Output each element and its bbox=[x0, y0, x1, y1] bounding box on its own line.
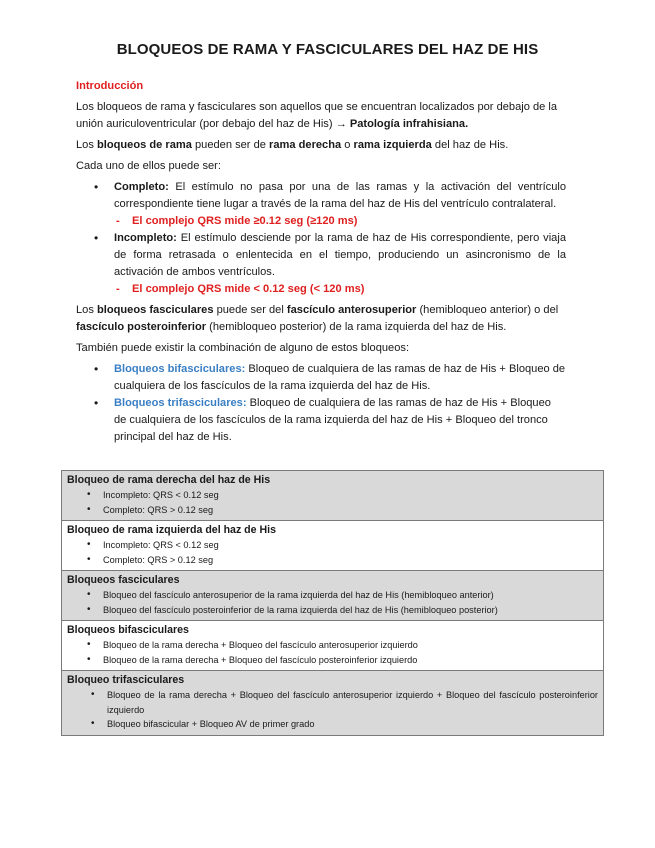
qrs-note-complete: - El complejo QRS mide ≥0.12 seg (≥120 ms) bbox=[76, 213, 566, 230]
table-row bbox=[62, 671, 604, 736]
section-heading-introduccion: Introducción bbox=[76, 80, 144, 92]
list-item: • Completo: El estímulo no pasa por una de las ramas y la activación del ventrículo correspondiente tiene lugar a través de la rama del haz de His del ventrículo contralateral. bbox=[76, 179, 566, 213]
intro-paragraph-1: Los bloqueos de rama y fasciculares son aquellos que se encuentran localizados por debajo de la unión auriculoventricular (por debajo del haz de His) → Patología infrahisiana. bbox=[76, 101, 558, 130]
table-row bbox=[62, 471, 604, 521]
table-row bbox=[62, 571, 604, 621]
intro-paragraph-5: También puede existir la combinación de alguno de estos bloqueos: bbox=[76, 342, 410, 354]
list-item: • Bloqueo de la rama derecha + Bloqueo del fascículo anterosuperior izquierdo + Bloqueo del fascículo posteroinferior izquierdo bbox=[67, 688, 598, 717]
list-item: • Incompleto: QRS < 0.12 seg bbox=[67, 538, 598, 553]
list-item: • Bloqueo bifascicular + Bloqueo AV de primer grado bbox=[67, 717, 598, 732]
combination-list bbox=[76, 361, 566, 446]
page-title: BLOQUEOS DE RAMA Y FASCICULARES DEL HAZ DE HIS bbox=[116, 41, 539, 58]
summary-section-title: Bloqueos bifasciculares bbox=[67, 624, 189, 636]
table-row bbox=[62, 621, 604, 671]
intro-paragraph-4: Los bloqueos fasciculares puede ser del fascículo anterosuperior (hemibloqueo anterior) o del fascículo posteroinferior (hemibloqueo posterior) de la rama izquierda del haz de His. bbox=[76, 304, 559, 333]
summary-table bbox=[61, 470, 604, 736]
list-item: • Completo: QRS > 0.12 seg bbox=[67, 503, 598, 518]
intro-paragraph-2: Los bloqueos de rama pueden ser de rama derecha o rama izquierda del haz de His. bbox=[76, 139, 509, 151]
table-row bbox=[62, 521, 604, 571]
arrow-right-icon: → bbox=[335, 118, 347, 130]
intro-paragraph-3: Cada uno de ellos puede ser: bbox=[76, 160, 221, 172]
summary-section-title: Bloqueo de rama izquierda del haz de His bbox=[67, 524, 276, 536]
block-type-list bbox=[76, 179, 566, 213]
summary-section-title: Bloqueo de rama derecha del haz de His bbox=[67, 474, 271, 486]
list-item: • Incompleto: QRS < 0.12 seg bbox=[67, 488, 598, 503]
qrs-note-incomplete: - El complejo QRS mide < 0.12 seg (< 120 ms) bbox=[76, 281, 566, 298]
list-item: • Bloqueo del fascículo posteroinferior de la rama izquierda del haz de His (hemibloqueo posterior) bbox=[67, 603, 598, 618]
summary-section-title: Bloqueos fasciculares bbox=[67, 574, 180, 586]
list-item: • Bloqueo del fascículo anterosuperior de la rama izquierda del haz de His (hemibloqueo anterior) bbox=[67, 588, 598, 603]
list-item: • Bloqueos bifasciculares: Bloqueo de cualquiera de las ramas de haz de His + Bloqueo de cualquiera de los fascículos de la rama izquierda del haz de His. bbox=[76, 361, 566, 395]
main-content bbox=[76, 78, 566, 446]
list-item: • Bloqueo de la rama derecha + Bloqueo del fascículo posteroinferior izquierdo bbox=[67, 653, 598, 668]
list-item: • Bloqueos trifasciculares: Bloqueo de cualquiera de las ramas de haz de His + Bloqueo de cualquiera de los fascículos de la rama izquierda del haz de His + Bloqueo del tronco principal del haz de His. bbox=[76, 395, 566, 446]
list-item: • Completo: QRS > 0.12 seg bbox=[67, 553, 598, 568]
summary-section-title: Bloqueo trifasciculares bbox=[67, 674, 185, 686]
list-item: • Bloqueo de la rama derecha + Bloqueo del fascículo anterosuperior izquierdo bbox=[67, 638, 598, 653]
list-item: • Incompleto: El estímulo desciende por la rama de haz de His correspondiente, pero viaja de forma retrasada o enlentecida en el tiempo, produciendo un asincronismo de la activación de ambos ventrículos. bbox=[76, 230, 566, 281]
